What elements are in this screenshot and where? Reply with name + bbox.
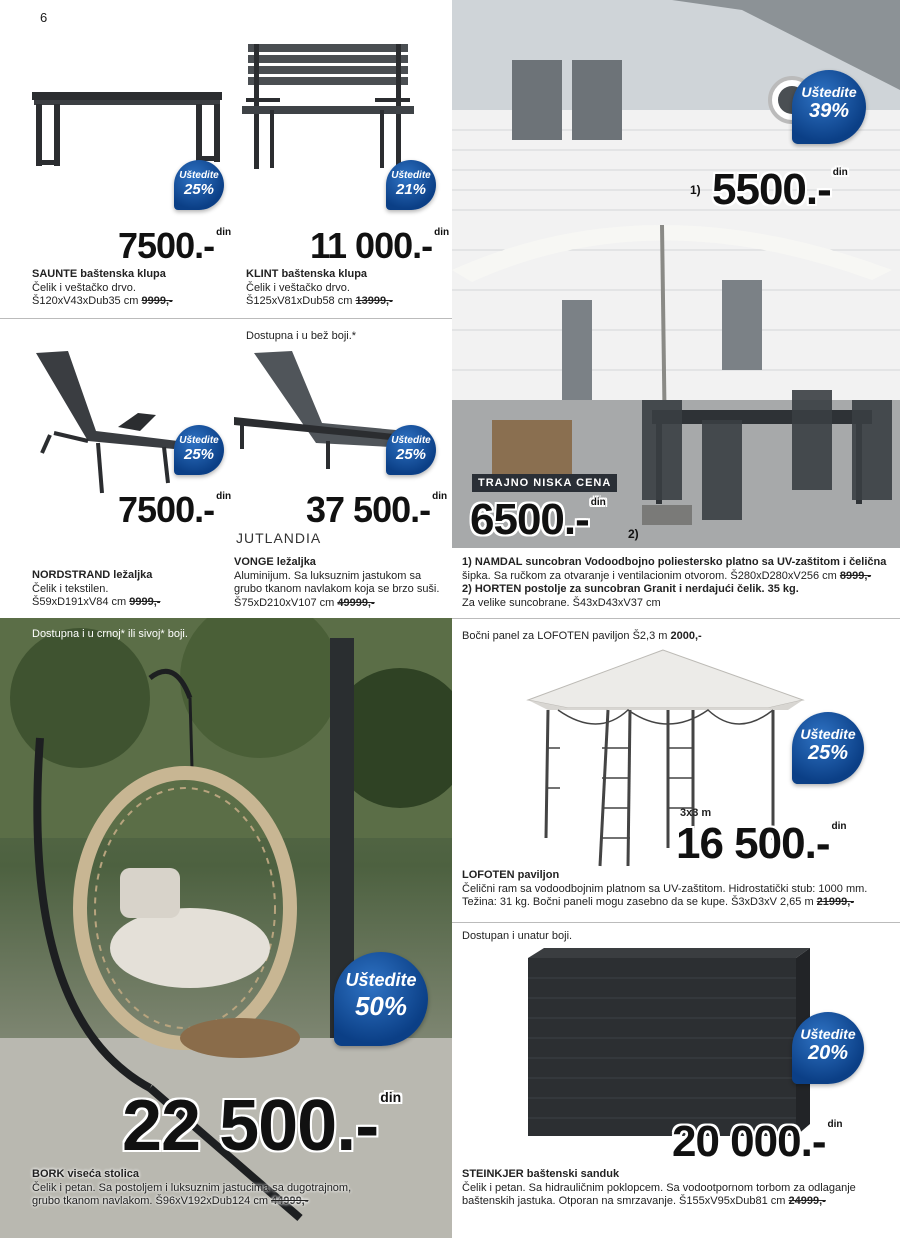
old-price: 9999,- [141, 295, 173, 307]
old-price: 49999,- [337, 596, 375, 609]
side-panel-note: Bočni panel za LOFOTEN paviljon Š2,3 m 2000,- [462, 630, 702, 642]
permanent-low-price-label: TRAJNO NISKA CENA [472, 474, 617, 492]
lounger-image [28, 345, 178, 495]
saving-badge: Uštedite 39% [792, 70, 866, 144]
storage-box-image [524, 948, 814, 1138]
product-description: 1) NAMDAL suncobran Vodoodbojno poliestersko platno sa UV-zaštitom i čelična šipka. Sa ručkom za otvaranje i ventilacionim otvorom. Š280xD280xV256 cm 8999,- 2) HORTEN postolje za suncobran Granit i nerdajući čelik. 35 kg. Za velike suncobrane. Š43xD43xV37 cm [462, 556, 887, 609]
price: 7500.- $^{din}$ [118, 489, 232, 530]
divider [452, 922, 900, 923]
old-price: 44999,- [271, 1195, 309, 1207]
price: 7500.- $^{din}$ [118, 225, 232, 266]
saving-badge: Uštedite 21% [386, 160, 436, 210]
price: 6500.- $^{din}$ [470, 495, 606, 544]
item-number: 2) [628, 527, 639, 541]
product-description: STEINKJER baštenski sanduk Čelik i petan. Sa hidrauličnim poklopcem. Sa vodootpornom torbom za odlaganje baštenskih jastuka. Otporan na smrzavanje. Š155xV95xDub81 cm 24999,- [462, 1168, 856, 1207]
old-price: 24999,- [788, 1195, 826, 1207]
bench-image [240, 38, 415, 173]
product-description: LOFOTEN paviljon Čelični ram sa vodoodbojnim platnom sa UV-zaštitom. Hidrostatički stub: 1000 mm. Težina: 31 kg. Bočni paneli mogu zasebno da se kupe. Š3xD3xV 2,65 m 21999,- [462, 869, 868, 908]
price: 5500.- $^{din}$ [712, 165, 848, 214]
old-price: 21999,- [816, 896, 854, 908]
price: 22 500.- $^{din}$ [122, 1086, 402, 1166]
saving-badge: Uštedite 25% [174, 160, 224, 210]
product-description: SAUNTE baštenska klupa Čelik i veštačko drvo. Š120xV43xDub35 cm 9999,- [32, 268, 173, 307]
product-description: NORDSTRAND ležaljka Čelik i tekstilen. Š59xD191xV84 cm 9999,- [32, 569, 161, 608]
price: 37 500.- $^{din}$ [306, 489, 448, 530]
item-number: 1) [690, 183, 701, 197]
price: 11 000.- $^{din}$ [310, 225, 450, 266]
page-number: 6 [40, 10, 48, 25]
saving-badge: Uštedite 20% [792, 1012, 864, 1084]
old-price: 9999,- [129, 596, 161, 608]
old-price: 8999,- [839, 569, 872, 582]
bench-image [28, 82, 228, 172]
color-note: Dostupan i unatur boji. [462, 930, 573, 942]
product-description: VONGE ležaljka Aluminijum. Sa luksuznim jastukom sa grubo tkanom navlakom koja se brzo suši. Š75xD210xV107 cm 49999,- [234, 556, 440, 609]
product-description: BORK viseća stolica Čelik i petan. Sa postoljem i luksuznim jastucima sa dugotrajnom, grubo tkanom navlakom. Š96xV192xDub124 cm 44999,- [32, 1168, 352, 1207]
divider [452, 618, 900, 619]
color-note: Dostupna i u bež boji.* [246, 330, 357, 342]
saving-badge: Uštedite 25% [386, 425, 436, 475]
color-note: Dostupna i u crnoj* ili sivoj* boji. [32, 628, 188, 640]
old-price: 13999,- [355, 295, 393, 307]
price: 16 500.- $^{din}$ [676, 819, 847, 868]
divider [0, 318, 452, 319]
price: 20 000.- $^{din}$ [672, 1117, 843, 1166]
size-label: 3x3 m [680, 807, 712, 819]
saving-badge: Uštedite 25% [792, 712, 864, 784]
product-description: KLINT baštenska klupa Čelik i veštačko drvo. Š125xV81xDub58 cm 13999,- [246, 268, 393, 307]
saving-badge: Uštedite 50% [334, 952, 428, 1046]
brand-logo: JUTLANDIA [236, 530, 322, 546]
saving-badge: Uštedite 25% [174, 425, 224, 475]
